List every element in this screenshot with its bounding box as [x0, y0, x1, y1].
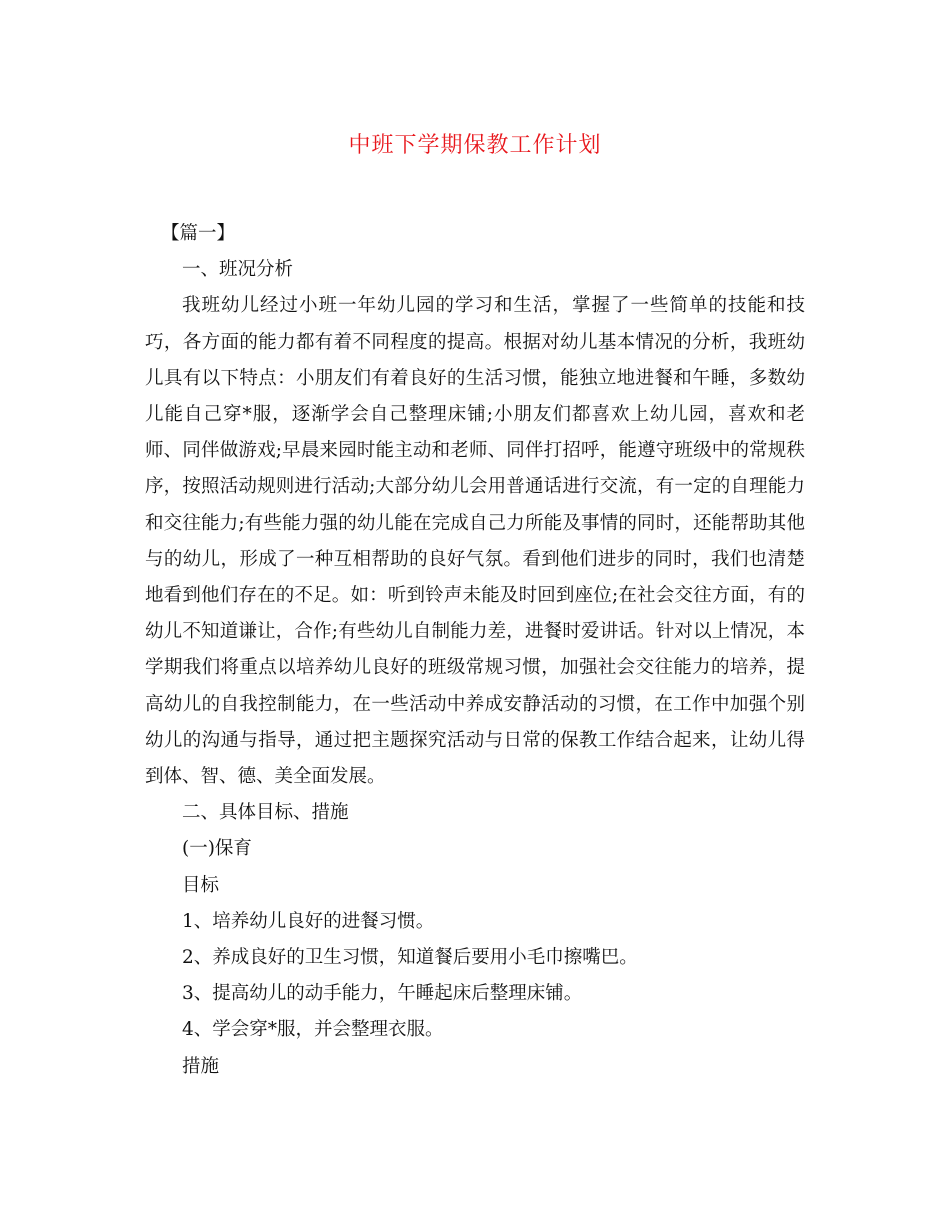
document-body: [145, 216, 805, 1085]
section-mark: 【篇一】: [161, 223, 236, 244]
document-title: 中班下学期保教工作计划: [348, 133, 602, 158]
paragraph-class-analysis: 我班幼儿经过小班一年幼儿园的学习和生活，掌握了一些简单的技能和技巧，各方面的能力都有着不同程度的提高。根据对幼儿基本情况的分析，我班幼儿具有以下特点：小朋友们有着良好的生活习惯，能独立地进餐和午睡，多数幼儿能自己穿*服，逐渐学会自己整理床铺;小朋友们都喜欢上幼儿园，喜欢和老师、同伴做游戏;早晨来园时能主动和老师、同伴打招呼，能遵守班级中的常规秩序，按照活动规则进行活动;大部分幼儿会用普通话进行交流，有一定的自理能力和交往能力;有些能力强的幼儿能在完成自己力所能及事情的同时，还能帮助其他与的幼儿，形成了一种互相帮助的良好气氛。看到他们进步的同时，我们也清楚地看到他们存在的不足。如：听到铃声未能及时回到座位;在社会交往方面，有的幼儿不知道谦让，合作;有些幼儿自制能力差，进餐时爱讲话。针对以上情况，本学期我们将重点以培养幼儿良好的班级常规习惯，加强社会交往能力的培养，提高幼儿的自我控制能力，在一些活动中养成安静活动的习惯，在工作中加强个别幼儿的沟通与指导，通过把主题探究活动与日常的保教工作结合起来，让幼儿得到体、智、德、美全面发展。: [145, 295, 805, 788]
list-item: 3、提高幼儿的动手能力，午睡起床后整理床铺。: [182, 983, 583, 1005]
label-goal: 目标: [182, 874, 220, 896]
label-measures: 措施: [182, 1055, 220, 1077]
subheading-care: (一)保育: [182, 838, 252, 860]
list-item: 1、培养幼儿良好的进餐习惯。: [182, 910, 435, 932]
list-item: 2、养成良好的卫生习惯，知道餐后要用小毛巾擦嘴巴。: [182, 947, 638, 969]
list-item: 4、学会穿*服，并会整理衣服。: [182, 1019, 444, 1041]
heading-goals-measures: 二、具体目标、措施: [182, 802, 349, 824]
heading-class-analysis: 一、班况分析: [182, 259, 294, 281]
